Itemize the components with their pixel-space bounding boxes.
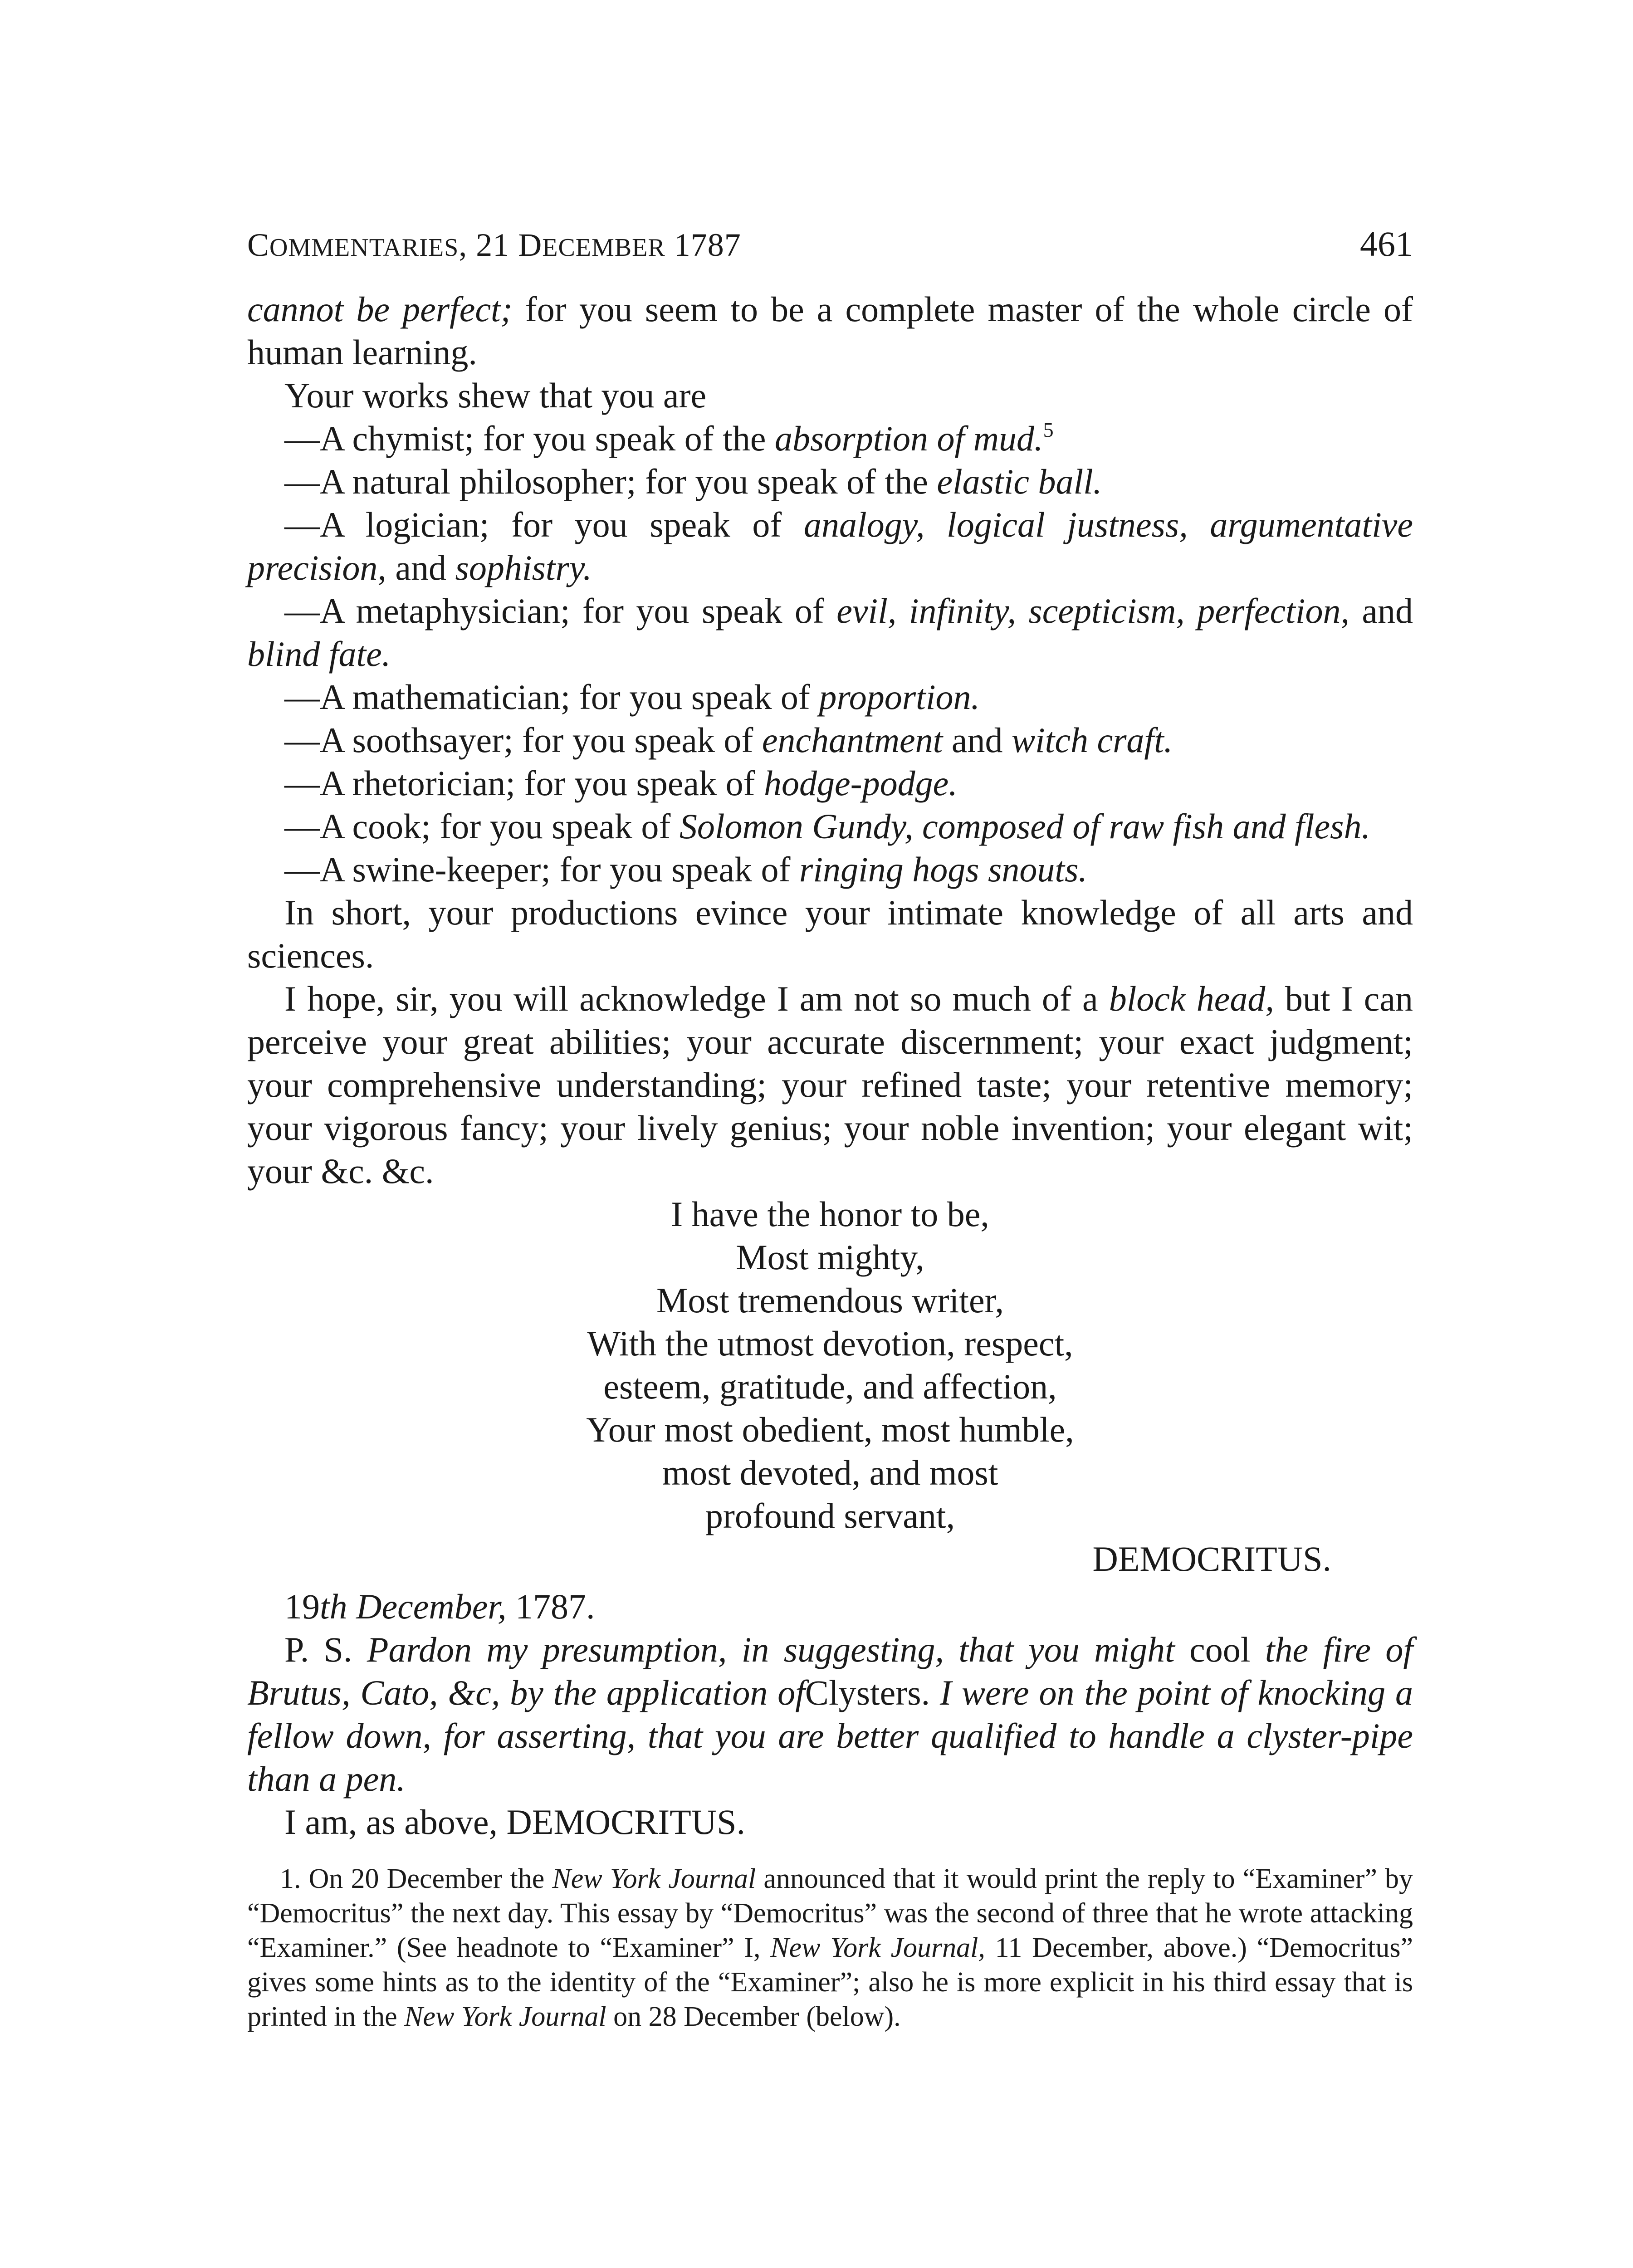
final-signoff: I am, as above, DEMOCRITUS. [284, 1802, 746, 1842]
running-head-year: 1787 [665, 227, 741, 263]
running-head [247, 224, 741, 269]
list-item-mathematician [247, 675, 1413, 719]
italic-text: hodge-podge. [764, 763, 958, 803]
italic-text: New York Journal [404, 2001, 606, 2032]
list-item-soothsayer [247, 719, 1413, 762]
body-text: —A chymist; for you speak of the [284, 419, 775, 458]
italic-text: block head, [1109, 979, 1274, 1018]
running-head-date-part: , 21 D [459, 227, 543, 263]
page-header [247, 222, 1413, 269]
italic-text: th December, [320, 1587, 507, 1626]
italic-text: analogy, logical justness, argumentative precision, [247, 505, 1413, 587]
italic-text: New York Journal, [770, 1932, 985, 1963]
postscript [247, 1628, 1413, 1800]
body-text: 1787. [506, 1587, 595, 1626]
closing-line: With the utmost devotion, respect, [587, 1324, 1073, 1363]
body-text: and [386, 548, 455, 587]
closing-line: I have the honor to be, [671, 1194, 989, 1234]
italic-text: proportion. [819, 677, 980, 717]
closing-line: most devoted, and most [662, 1453, 998, 1492]
list-item-logician [247, 503, 1413, 589]
list-item-rhetorician [247, 762, 1413, 805]
body-text: cool [1189, 1630, 1251, 1669]
closing-line: Your most obedient, most humble, [586, 1410, 1074, 1449]
italic-text: Solomon Gundy, composed of raw fish and flesh. [679, 807, 1370, 846]
closing-line: Most tremendous writer, [656, 1281, 1004, 1320]
paragraph-2: Your works shew that you are [284, 376, 707, 415]
body-text: Clysters. [805, 1673, 930, 1712]
signature: DEMOCRITUS. [1092, 1539, 1331, 1579]
dateline [247, 1585, 1413, 1628]
italic-text: enchantment [762, 720, 943, 760]
footnote-text: 1. On 20 December the [280, 1863, 552, 1894]
footnote-text: 11 December, above.) “Democritus” gives some hints as to the identity of the “Examiner”; also he is more explicit in his third essay that is printed in the [247, 1932, 1413, 2032]
paragraph-in-short: In short, your productions evince your intimate knowledge of all arts and sciences. [247, 893, 1413, 975]
body-text: —A logician; for you speak of [284, 505, 804, 544]
footnote-1 [247, 1862, 1413, 2034]
running-head-smallcaps-1: OMMENTARIES [269, 234, 459, 262]
italic-text: sophistry. [455, 548, 592, 587]
italic-text: cannot be perfect; [247, 289, 513, 329]
list-item-swine-keeper [247, 848, 1413, 891]
list-item-cook [247, 805, 1413, 848]
paragraph-1 [247, 288, 1413, 374]
body-text: and [1349, 591, 1413, 631]
italic-text: blind fate. [247, 634, 391, 674]
body-text: P. S. [284, 1630, 367, 1669]
italic-text: Pardon my presumption, in suggesting, that you might [367, 1630, 1190, 1669]
running-head-initial-c: C [247, 227, 270, 263]
italic-text: absorption of mud. [775, 419, 1043, 458]
body-text: for you seem to be a complete master of the whole circle of human learning. [247, 289, 1413, 372]
italic-text: elastic ball. [937, 462, 1102, 501]
body-text: —A soothsayer; for you speak of [284, 720, 762, 760]
body-text: —A cook; for you speak of [284, 807, 680, 846]
italic-text: the fire of Brutus, Cato, &c, by the application of [247, 1630, 1413, 1712]
document-page [247, 222, 1413, 2034]
paragraph-i-hope [247, 977, 1413, 1193]
italic-text: I were on the point of knocking a fellow down, for asserting, that you are better qualified to handle a clyster-pipe than a pen. [247, 1673, 1413, 1799]
body-text: I hope, sir, you will acknowledge I am not so much of a [284, 979, 1109, 1018]
closing-line: profound servant, [705, 1496, 955, 1535]
italic-text: witch craft. [1011, 720, 1173, 760]
body-text: —A mathematician; for you speak of [284, 677, 819, 717]
italic-text: ringing hogs snouts. [799, 850, 1087, 889]
footnote-ref: 5 [1043, 418, 1054, 441]
list-item-chymist [247, 417, 1413, 460]
body-text: —A natural philosopher; for you speak of the [284, 462, 937, 501]
italic-text: evil, infinity, scepticism, perfection, [836, 591, 1349, 631]
body-text: —A rhetorician; for you speak of [284, 763, 764, 803]
footnote-text: on 28 December (below). [606, 2001, 901, 2032]
body-text: and [943, 720, 1012, 760]
body-text: but I can perceive your great abilities; your accurate discernment; your exact judgment; your comprehensive understanding; your refined taste; your retentive memory; your vigorous fancy; your lively genius; your noble invention; your elegant wit; your &c. &c. [247, 979, 1413, 1191]
page-number: 461 [1360, 224, 1413, 264]
body-text: 19 [284, 1587, 320, 1626]
body-text: —A metaphysician; for you speak of [284, 591, 837, 631]
running-head-smallcaps-2: ECEMBER [542, 234, 665, 262]
closing-block [247, 1193, 1413, 1537]
list-item-natural-philosopher [247, 460, 1413, 503]
list-item-metaphysician [247, 589, 1413, 675]
italic-text: New York Journal [552, 1863, 756, 1894]
closing-line: Most mighty, [736, 1237, 924, 1277]
body-text: —A swine-keeper; for you speak of [284, 850, 799, 889]
closing-line: esteem, gratitude, and affection, [603, 1367, 1057, 1406]
footnote-text: announced that it would print the reply to “Examiner” by “Democritus” the next day. This essay by “Democritus” was the second of three that he wrote attacking “Examiner.” (See headnote to “Examiner” I, [247, 1863, 1413, 1963]
